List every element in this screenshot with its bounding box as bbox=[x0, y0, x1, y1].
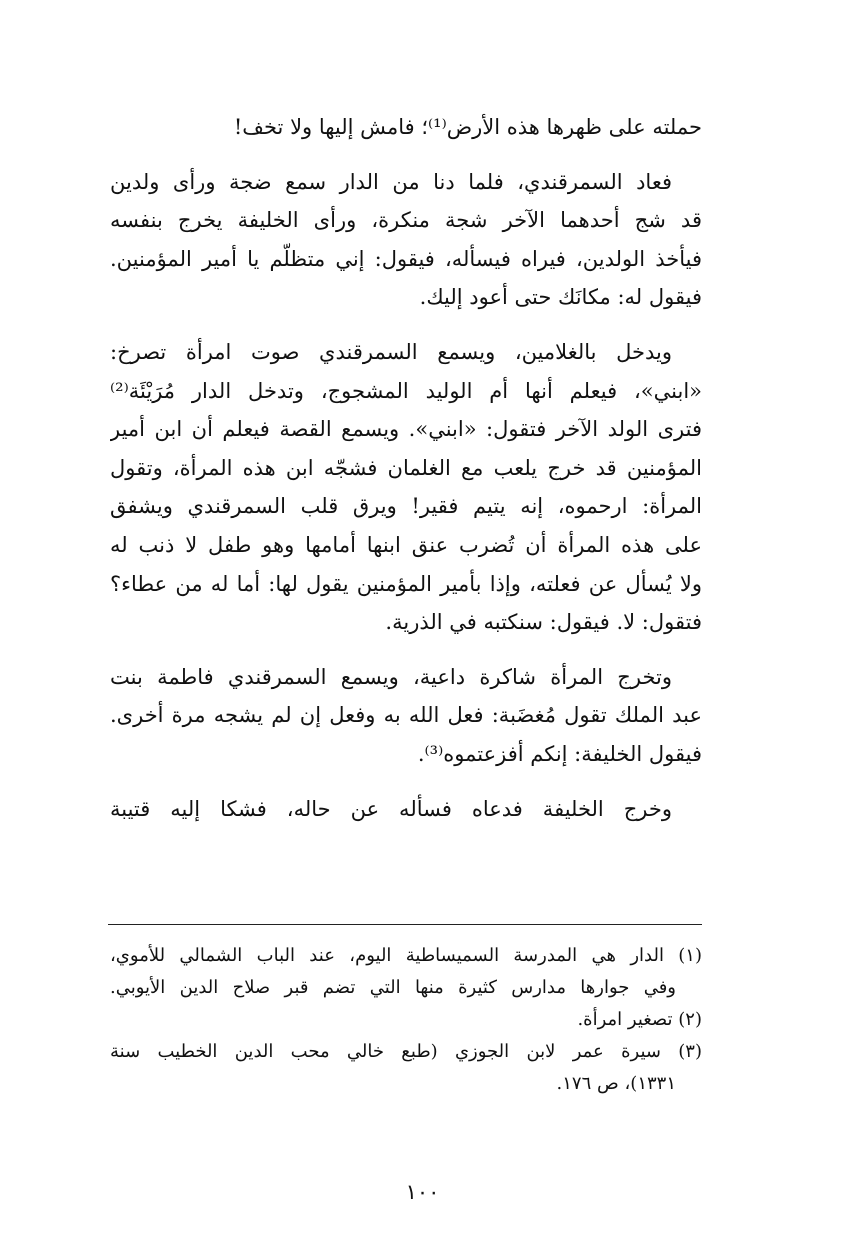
text-line: ويدخل بالغلامين، ويسمع السمرقندي صوت امرأة تصرخ: bbox=[110, 339, 672, 364]
text-line: عبد الملك تقول مُغضَبة: فعل الله به وفعل إن لم يشجه مرة أخرى. bbox=[110, 703, 702, 728]
footnotes bbox=[110, 940, 702, 1100]
footnote-separator bbox=[108, 924, 702, 925]
page-number: ١٠٠ bbox=[405, 1180, 440, 1204]
paragraph-4 bbox=[110, 658, 702, 774]
footnote-line: (٣) سيرة عمر لابن الجوزي (طبع خالي محب الدين الخطيب سنة bbox=[110, 1041, 702, 1062]
paragraph-5 bbox=[110, 790, 702, 829]
paragraph-2 bbox=[110, 163, 702, 317]
text-line: فعاد السمرقندي، فلما دنا من الدار سمع ضجة ورأى ولدين bbox=[110, 169, 672, 194]
text-line: فيقول له: مكانَك حتى أعود إليك. bbox=[419, 285, 702, 310]
text-line: وخرج الخليفة فدعاه فسأله عن حاله، فشكا إليه قتيبة bbox=[110, 796, 672, 821]
paragraph-3 bbox=[110, 333, 702, 642]
main-text bbox=[110, 108, 702, 828]
text-line: قد شج أحدهما الآخر شجة منكرة، ورأى الخليفة يخرج بنفسه bbox=[110, 208, 702, 233]
text-line: فترى الولد الآخر فتقول: «ابني». ويسمع القصة فيعلم أن ابن أمير bbox=[110, 417, 702, 442]
footnote-line: (٢) تصغير امرأة. bbox=[577, 1009, 702, 1030]
text-line: حملته على ظهرها هذه الأرض⁽¹⁾؛ فامش إليها ولا تخف! bbox=[233, 115, 702, 139]
text-line: المرأة: ارحموه، إنه يتيم فقير! ويرق قلب السمرقندي ويشفق bbox=[110, 494, 702, 519]
footnote-line: (١) الدار هي المدرسة السميساطية اليوم، عند الباب الشمالي للأموي، bbox=[110, 945, 702, 966]
footnote-line: وفي جوارها مدارس كثيرة منها التي تضم قبر صلاح الدين الأيوبي. bbox=[110, 977, 676, 998]
footnote-line: ١٣٣١)، ص ١٧٦. bbox=[556, 1073, 676, 1094]
text-line: فتقول: لا. فيقول: سنكتبه في الذرية. bbox=[385, 610, 702, 635]
text-line: على هذه المرأة أن تُضرب عنق ابنها أمامها وهو طفل لا ذنب له bbox=[110, 532, 702, 557]
text-line: «ابني»، فيعلم أنها أم الوليد المشجوج، وتدخل الدار مُرَيْئَة⁽²⁾ bbox=[110, 378, 702, 403]
text-line: فيأخذ الولدين، فيراه فيسأله، فيقول: إني متظلّم يا أمير المؤمنين. bbox=[110, 246, 702, 271]
text-line: ولا يُسأل عن فعلته، وإذا بأمير المؤمنين يقول لها: أما له من عطاء؟ bbox=[110, 571, 702, 596]
paragraph-1 bbox=[110, 108, 702, 147]
text-line: فيقول الخليفة: إنكم أفزعتموه⁽³⁾. bbox=[417, 741, 702, 766]
text-line: وتخرج المرأة شاكرة داعية، ويسمع السمرقندي فاطمة بنت bbox=[110, 664, 672, 689]
text-line: المؤمنين قد خرج يلعب مع الغلمان فشجّه ابن هذه المرأة، وتقول bbox=[110, 455, 702, 480]
